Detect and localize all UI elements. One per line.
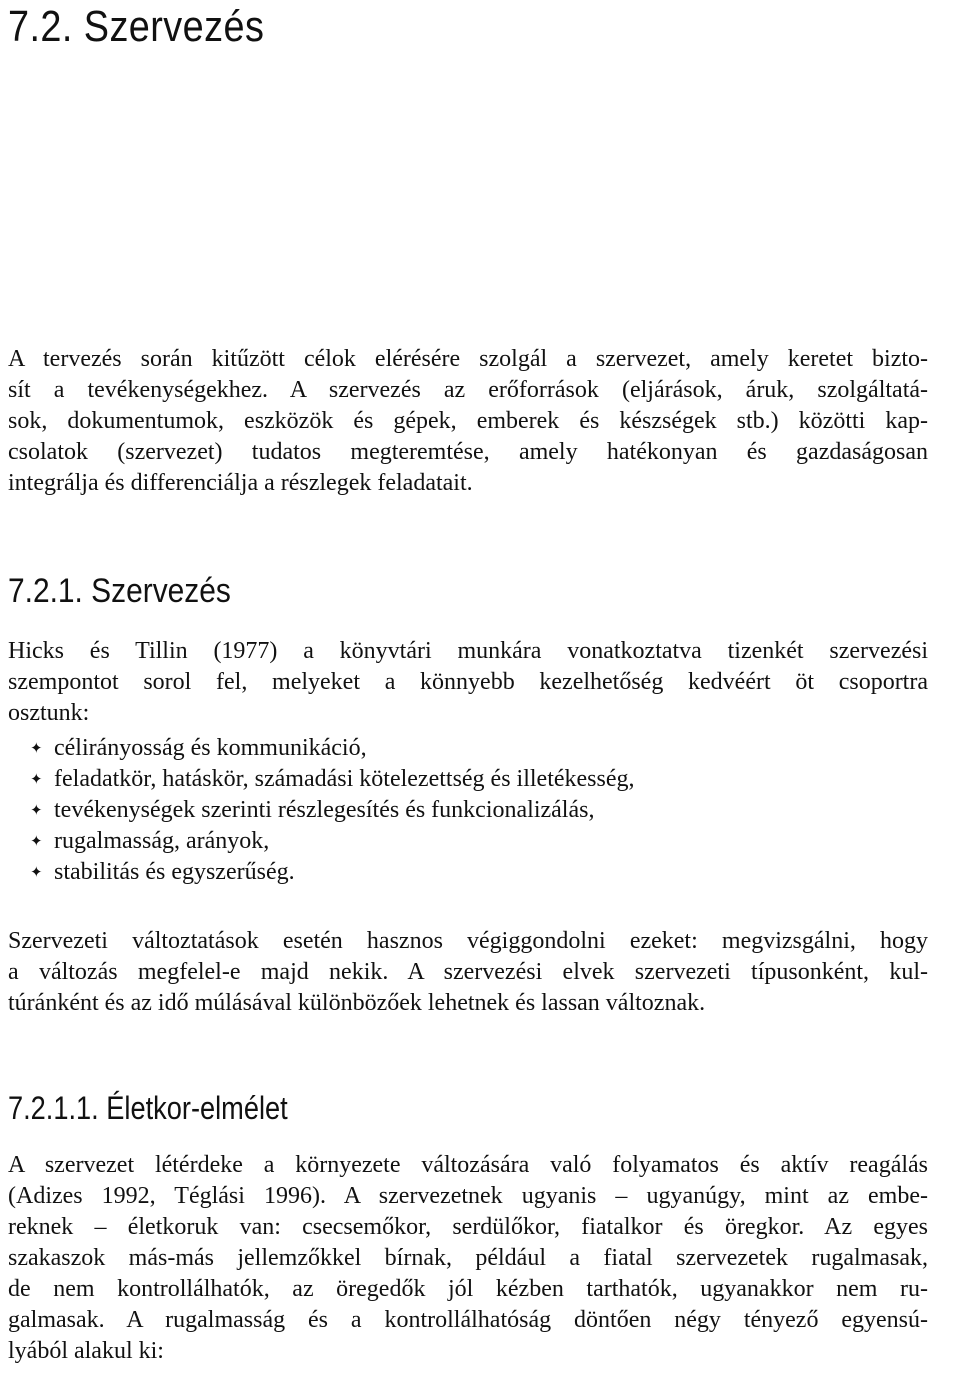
hicks-tillin-paragraph [8,636,928,729]
list-item [30,857,910,888]
list-item-text: feladatkör, hatáskör, számadási kötelezettség és illetékesség, [54,766,635,792]
list-item-text: stabilitás és egyszerűség. [54,859,295,885]
paragraph-line: sít a tevékenységekhez. A szervezés az erőforrások (eljárások, áruk, szolgáltatá- [8,377,928,403]
list-item [30,795,910,826]
paragraph-line: Hicks és Tillin (1977) a könyvtári munkára vonatkoztatva tizenkét szervezési [8,638,928,664]
paragraph-line: A szervezet létérdeke a környezete változására való folyamatos és aktív reagálás [8,1152,928,1178]
paragraph-line: szakaszok más-más jellemzőkkel bírnak, például a fiatal szervezetek rugalmasak, [8,1245,928,1271]
bullet-icon: ✦ [30,832,43,850]
paragraph-line: sok, dokumentumok, eszközök és gépek, emberek és készségek stb.) közötti kap- [8,408,928,434]
intro-paragraph [8,344,928,499]
bullet-icon: ✦ [30,863,43,881]
paragraph-line: A tervezés során kitűzött célok elérésére szolgál a szervezet, amely keretet bizto- [8,346,928,372]
section-heading: 7.2. Szervezés [8,2,265,51]
subsubsection-heading: 7.2.1.1. Életkor-elmélet [8,1090,288,1126]
bullet-icon: ✦ [30,801,43,819]
paragraph-line: galmasak. A rugalmasság és a kontrollálhatóság döntően négy tényező egyensú- [8,1307,928,1333]
paragraph-line: csolatok (szervezet) tudatos megteremtése, amely hatékonyan és gazdaságosan [8,439,928,465]
changes-paragraph [8,926,928,1019]
paragraph-line: lyából alakul ki: [8,1338,164,1364]
list-item-text: rugalmasság, arányok, [54,828,270,854]
paragraph-line: de nem kontrollálhatók, az öregedők jól kézben tarthatók, ugyanakkor nem ru- [8,1276,928,1302]
paragraph-line: a változás megfelel-e majd nekik. A szervezési elvek szervezeti típusonként, kul- [8,959,928,985]
paragraph-line: integrálja és differenciálja a részlegek feladatait. [8,470,473,496]
list-item [30,733,910,764]
subsection-heading: 7.2.1. Szervezés [8,572,231,610]
list-item-text: tevékenységek szerinti részlegesítés és funkcionalizálás, [54,797,595,823]
paragraph-line: osztunk: [8,700,90,726]
bullet-list [30,733,910,888]
paragraph-line: túránként és az idő múlásával különbözőek lehetnek és lassan változnak. [8,990,706,1016]
paragraph-line: reknek – életkoruk van: csecsemőkor, serdülőkor, fiatalkor és öregkor. Az egyes [8,1214,928,1240]
paragraph-line: Szervezeti változtatások esetén hasznos végiggondolni ezeket: megvizsgálni, hogy [8,928,928,954]
bullet-icon: ✦ [30,739,43,757]
paragraph-line: (Adizes 1992, Téglási 1996). A szervezetnek ugyanis – ugyanúgy, mint az embe- [8,1183,928,1209]
bullet-icon: ✦ [30,770,43,788]
list-item [30,764,910,795]
list-item-text: célirányosság és kommunikáció, [54,735,367,761]
lifecycle-paragraph [8,1150,928,1367]
paragraph-line: szempontot sorol fel, melyeket a könnyebb kezelhetőség kedvéért öt csoportra [8,669,928,695]
list-item [30,826,910,857]
